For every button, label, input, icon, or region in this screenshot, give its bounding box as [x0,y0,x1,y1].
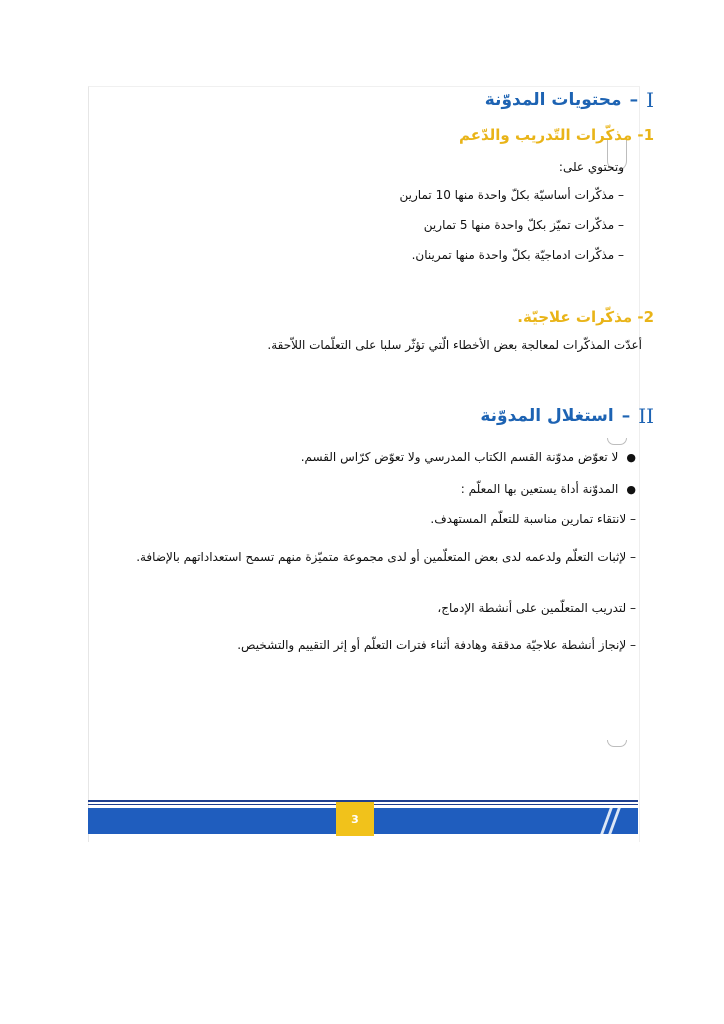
list-item: – لإثبات التعلّم ولدعمه لدى بعض المتعلّمين أو لدى مجموعة متميّزة منهم تسمح استعداداتهم بالإضافة. [136,550,636,564]
section-1-title: محتويات المدوّنة [484,90,622,110]
subsection-2-text: أعدّت المذكّرات لمعالجة بعض الأخطاء الّتي تؤثّر سلبا على التعلّمات اللاّحقة. [267,338,642,352]
section-2-dash: – [621,406,631,426]
section-1-dash: – [629,90,639,110]
list-item: – مذكّرات أساسيّة بكلّ واحدة منها 10 تمارين [399,188,624,202]
subsection-1-title: 1- مذكّرات التّدريب والدّعم [458,126,654,144]
page-number-box [336,802,374,836]
section-2-heading [480,404,654,428]
list-item: – مذكّرات ادماجيّة بكلّ واحدة منها تمرينان. [411,248,624,262]
page-number: 3 [351,812,359,826]
section-2-title: استغلال المدوّنة [480,406,614,426]
subsection-2-title: 2- مذكّرات علاجيّة. [517,308,654,326]
section-1-heading [485,88,654,112]
section-2-numeral: II [638,404,654,428]
subsection-1-intro: وتحتوي على: [558,160,624,174]
list-item: – لتدريب المتعلّمين على أنشطة الإدماج، [437,601,636,615]
list-item: – لانتقاء تمارين مناسبة للتعلّم المستهدف. [430,512,636,526]
bullet-item: ● لا تعوّض مدوّنة القسم الكتاب المدرسي ولا تعوّض كرّاس القسم. [301,450,636,464]
list-item: – مذكّرات تميّز بكلّ واحدة منها 5 تمارين [423,218,624,232]
section-1-numeral: I [646,88,654,112]
bullet-item: ● المدوّنة أداة يستعين بها المعلّم : [461,482,636,496]
list-item: – لإنجاز أنشطة علاجيّة مدققة وهادفة أثناء فترات التعلّم أو إثر التقييم والتشخيص. [237,638,636,652]
